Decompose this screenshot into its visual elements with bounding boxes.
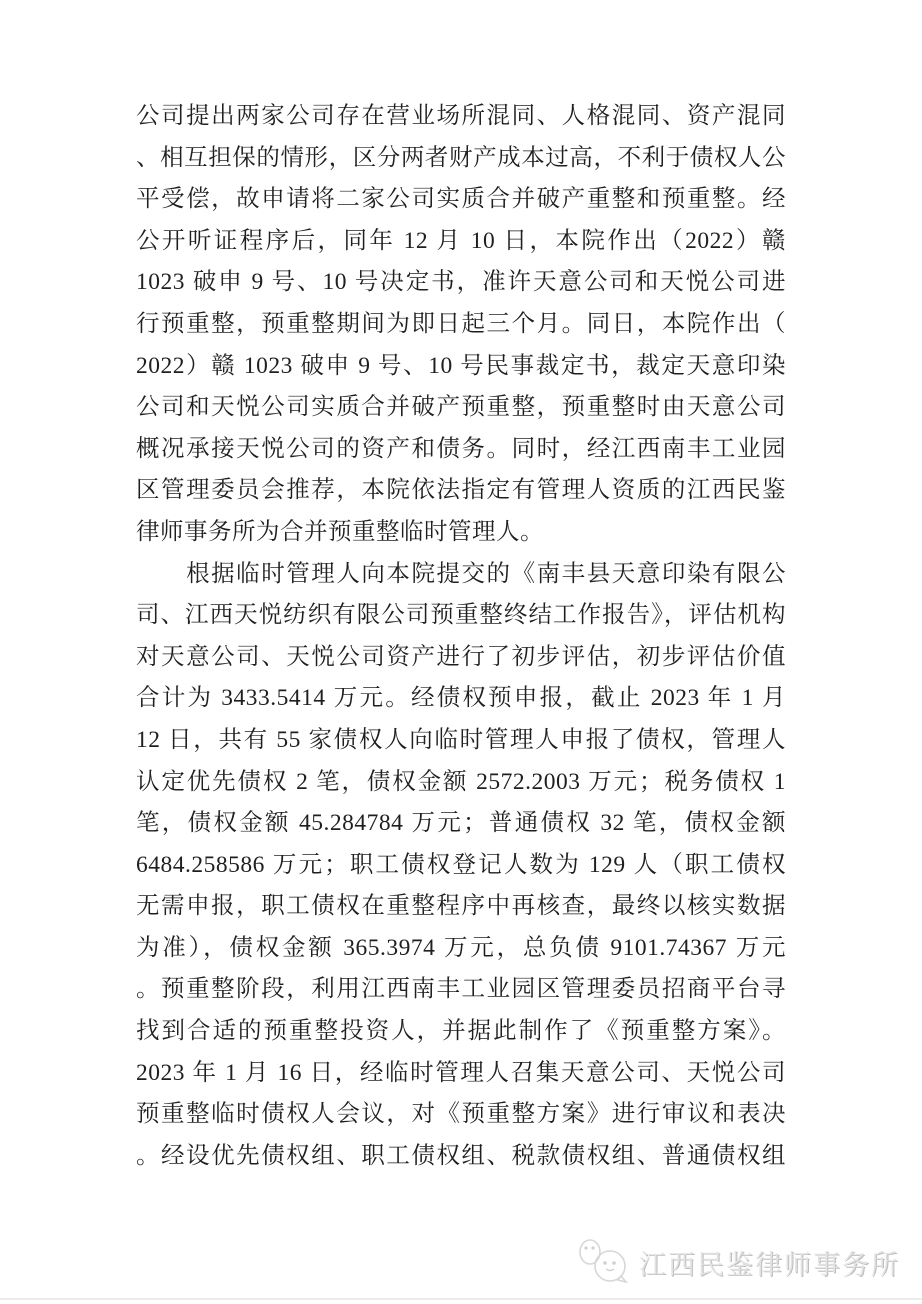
text-line: 无需申报，职工债权在重整程序中再核查，最终以核实数据 bbox=[136, 893, 786, 920]
text-line: 认定优先债权 2 笔，债权金额 2572.2003 万元；税务债权 1 bbox=[136, 768, 786, 795]
text-line: 对天意公司、天悦公司资产进行了初步评估，初步评估价值 bbox=[136, 643, 786, 670]
text-line: 笔，债权金额 45.284784 万元；普通债权 32 笔，债权金额 bbox=[136, 810, 786, 837]
text-line: 。经设优先债权组、职工债权组、税款债权组、普通债权组 bbox=[136, 1142, 786, 1169]
text-line: 6484.258586 万元；职工债权登记人数为 129 人（职工债权 bbox=[136, 851, 786, 878]
text-line: 2023 年 1 月 16 日，经临时管理人召集天意公司、天悦公司 bbox=[136, 1059, 786, 1086]
text-line: 12 日，共有 55 家债权人向临时管理人申报了债权，管理人 bbox=[136, 726, 786, 753]
text-line: 司、江西天悦纺织有限公司预重整终结工作报告》，评估机构 bbox=[136, 602, 786, 629]
text-line: 区管理委员会推荐，本院依法指定有管理人资质的江西民鉴 bbox=[136, 477, 786, 504]
text-line: 公司提出两家公司存在营业场所混同、人格混同、资产混同 bbox=[136, 103, 786, 129]
text-line: 、相互担保的情形，区分两者财产成本过高，不利于债权人公 bbox=[136, 144, 786, 171]
text-line-paragraph-end: 律师事务所为合并预重整临时管理人。 bbox=[136, 518, 544, 545]
text-line: 预重整临时债权人会议，对《预重整方案》进行审议和表决 bbox=[136, 1101, 786, 1128]
text-line: 公司和天悦公司实质合并破产预重整，预重整时由天意公司 bbox=[136, 394, 786, 421]
watermark-label: 江西民鉴律师事务所 bbox=[639, 1249, 900, 1280]
text-line: 行预重整，预重整期间为即日起三个月。同日，本院作出（ bbox=[136, 310, 786, 337]
text-line: 。预重整阶段，利用江西南丰工业园区管理委员招商平台寻 bbox=[136, 976, 786, 1003]
text-line: 平受偿，故申请将二家公司实质合并破产重整和预重整。经 bbox=[136, 186, 786, 213]
text-line: 为准），债权金额 365.3974 万元，总负债 9101.74367 万元 bbox=[136, 934, 786, 961]
text-line: 1023 破申 9 号、10 号决定书，准许天意公司和天悦公司进 bbox=[136, 269, 786, 296]
text-line: 找到合适的预重整投资人，并据此制作了《预重整方案》。 bbox=[136, 1018, 786, 1045]
text-line: 公开听证程序后，同年 12 月 10 日，本院作出（2022）赣 bbox=[136, 227, 786, 254]
body-text bbox=[136, 96, 786, 1177]
text-line: 2022）赣 1023 破申 9 号、10 号民事裁定书，裁定天意印染 bbox=[136, 352, 786, 379]
text-line: 概况承接天悦公司的资产和债务。同时，经江西南丰工业园 bbox=[136, 435, 786, 462]
text-line: 合计为 3433.5414 万元。经债权预申报，截止 2023 年 1 月 bbox=[136, 685, 786, 712]
watermark bbox=[577, 1236, 900, 1288]
bottom-divider bbox=[0, 1298, 922, 1300]
law-firm-mascot-icon bbox=[577, 1236, 633, 1288]
text-line-paragraph-start: 根据临时管理人向本院提交的《南丰县天意印染有限公 bbox=[136, 560, 786, 587]
